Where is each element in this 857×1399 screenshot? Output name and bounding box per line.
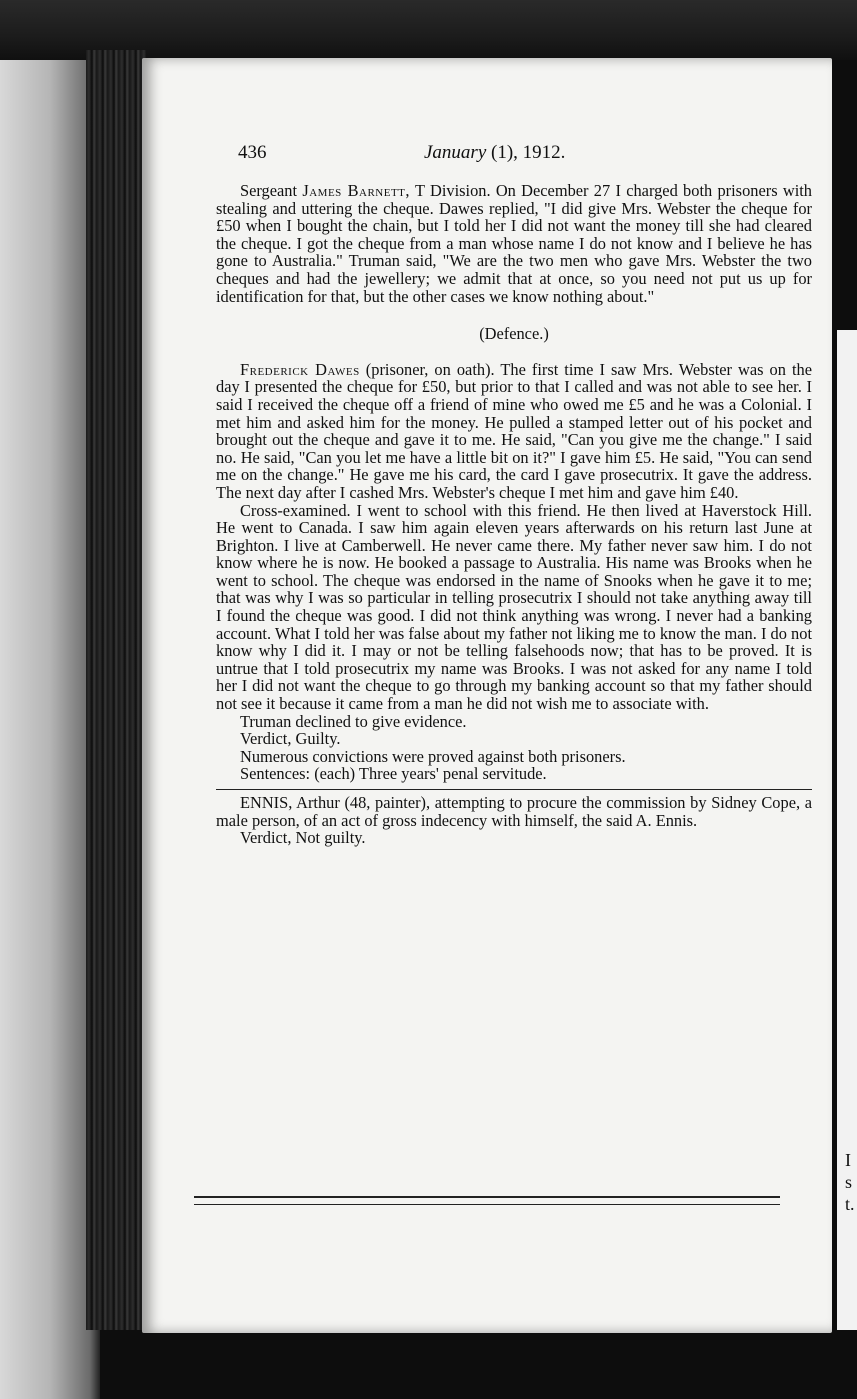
margin-fragment: I [845,1150,851,1170]
book-page-edges [86,50,146,1330]
defence-heading: (Defence.) [479,324,549,344]
prisoner-name: Frederick Dawes [240,359,360,379]
witness-testimony: T Division. On December 27 I charged both prisoners with stealing and uttering the cheque. Dawes replied, "I did give Mrs. Webster the cheque for £50 when I bought the chain, but I told her I did not want the money till she had cleared the cheque. I got the cheque from a man whose name I do not know and I believe he has gone to Australia." Truman said, "We are the two men who gave Mrs. Webster the two cheques and had the jewellery; we admit that at once, so you need not put us up for identification for that, but the other cases we know nothing about." [216,181,812,306]
margin-fragment: s [845,1172,853,1192]
date-rest: (1), 1912. [491,142,566,163]
paragraph-convictions: Numerous convictions were proved against both prisoners. [240,746,626,766]
paragraph-ennis: ENNIS, Arthur (48, painter), attempting to procure the commission by Sidney Cope, a male person, of an act of gross indecency with himself, the said A. Ennis. [216,793,812,830]
paragraph-barnett [216,182,812,305]
margin-fragment: t. [845,1194,855,1214]
paragraph-ennis-verdict: Verdict, Not guilty. [240,828,366,848]
section-divider [216,789,812,790]
page-number: 436 [238,142,267,163]
witness-rank: Sergeant [240,181,298,200]
paragraph-cross-examined: Cross-examined. I went to school with this friend. He then lived at Haverstock Hill. He went to Canada. I saw him again eleven years afterwards on his return last June at Brighton. I live at Camberwell. He never came there. My father never saw him. I do not know where he is now. He booked a passage to Australia. His name was Brooks when he went to school. The cheque was endorsed in the name of Snooks when he gave it to me; that was why I was so particular in telling prosecutrix I should not take anything away till I found the cheque was good. I did not think anything was wrong. I never had a banking account. What I told her was false about my father not liking me to know the man. I do not know why I did it. I may or not be telling falsehoods now; that has to be proved. It is untrue that I told prosecutrix my name was Brooks. I was not asked for any name I told her I did not want the cheque to go through my banking account so that my father should not see it because it came from a man he did not wish me to associate with. [216,500,812,714]
page-body [216,182,812,847]
adjacent-page-strip [837,330,857,1330]
paragraph-truman: Truman declined to give evidence. [240,711,467,731]
prisoner-testimony: (prisoner, on oath). The first time I saw Mrs. Webster was on the day I presented the cheque for £50, but prior to that I called and was not able to see her. I said I received the cheque off a friend of mine who owed me £5 and he was a Colonial. I met him and asked him for the money. He pulled a stamped letter out of his pocket and brought out the cheque and gave it to me. He said, "Can you give me the change." I said no. He said, "Can you let me have a little bit on it?" I gave him £5. He said, "You can send me on the change." He gave me his card, the card I gave prosecutrix. It gave the address. The next day after I cashed Mrs. Webster's cheque I met him and gave him £40. [216,359,812,502]
book-page [142,58,832,1333]
witness-name: James Barnett, [302,181,410,200]
scan-background-left [0,0,100,1399]
paragraph-sentences: Sentences: (each) Three years' penal servitude. [240,764,547,784]
bottom-double-rule [194,1196,780,1205]
page-date [424,142,565,164]
paragraph-verdict: Verdict, Guilty. [240,729,341,749]
paragraph-dawes [216,361,812,502]
page-header [238,142,738,172]
date-month: January [424,142,487,163]
